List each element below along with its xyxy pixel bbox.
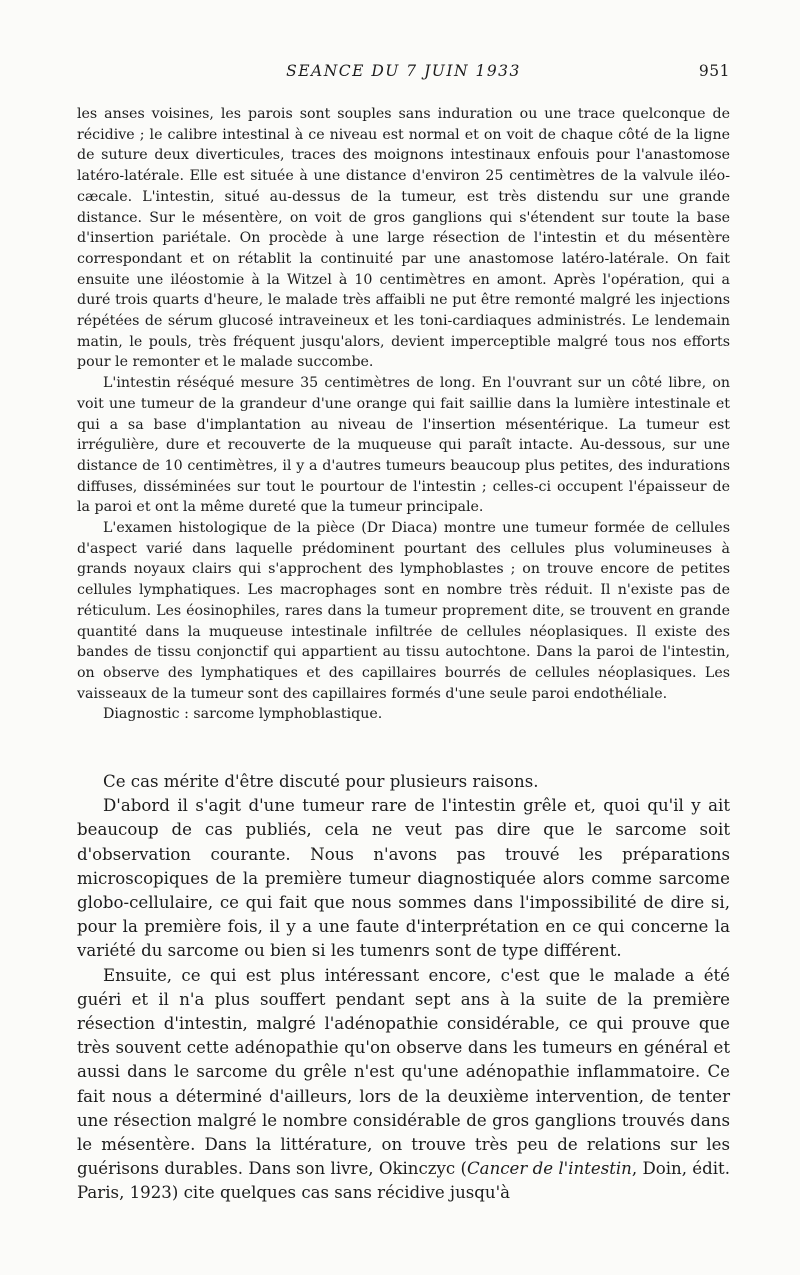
case-report-section [77, 104, 730, 725]
report-paragraph-histology: L'examen histologique de la pièce (Dr Diaca) montre une tumeur formée de cellules d'aspect varié dans laquelle prédominent pourtant des cellules plus volumineuses à grands noyaux clairs qui s'approchent des lymphoblastes ; on trouve encore de petites cellules lymphatiques. Les macrophages sont en nombre très réduit. Il n'existe pas de réticulum. Les éosinophiles, rares dans la tumeur proprement dite, se trouvent en grande quantité dans la muqueuse intestinale infiltrée de cellules néoplasiques. Il existe des bandes de tissu conjonctif qui appartient au tissu autochtone. Dans la paroi de l'intestin, on observe des lymphatiques et des capillaires bourrés de cellules néoplasiques. Les vaisseaux de la tumeur sont des capillaires formés d'une seule paroi endothéliale. [77, 520, 730, 702]
cited-book-title: Cancer de l'intestin [466, 1159, 632, 1179]
running-title: SEANCE DU 7 JUIN 1933 [286, 62, 521, 80]
page-header [77, 62, 730, 86]
outcome-text-end: , Doin, édit. Paris, 1923) cite quelques cas sans récidive jusqu'à [77, 1159, 730, 1203]
discussion-paragraph-rarity: D'abord il s'agit d'une tumeur rare de l'intestin grêle et, quoi qu'il y ait beaucoup de cas publiés, cela ne veut pas dire que le sarcome soit d'observation courante. Nous n'avons pas trouvé les préparations microscopiques de la première tumeur diagnostiquée alors comme sarcome globo-cellulaire, ce qui fait que nous sommes dans l'impossibilité de dire si, pour la première fois, il y a une faute d'interprétation en ce qui concerne la variété du sarcome ou bien si les tumenrs sont de type différent. [77, 796, 730, 961]
discussion-paragraph-outcome [77, 964, 730, 1206]
outcome-text: Ensuite, ce qui est plus intéressant encore, c'est que le malade a été guéri et il n'a plus souffert pendant sept ans à la suite de la première résection d'intestin, malgré l'adénopathie considérable, ce qui prouve que très souvent cette adénopathie qu'on observe dans les tumeurs en général et aussi dans le sarcome du grêle n'est qu'une adénopathie inflammatoire. Ce fait nous a déterminé d'ailleurs, lors de la deuxième intervention, de tenter une résection malgré le nombre considérable de gros ganglions trouvés dans le mésentère. Dans la littérature, on trouve très peu de relations sur les guérisons durables. Dans son livre, Okinczyc ( [77, 965, 730, 1179]
discussion-paragraph-intro: Ce cas mérite d'être discuté pour plusieurs raisons. [103, 772, 539, 791]
page-number: 951 [698, 62, 730, 80]
discussion-section [77, 770, 730, 1206]
report-paragraph-specimen: L'intestin réséqué mesure 35 centimètres de long. En l'ouvrant sur un côté libre, on voit une tumeur de la grandeur d'une orange qui fait saillie dans la lumière intestinale et qui a sa base d'implantation au niveau de l'insertion mésentérique. La tumeur est irrégulière, dure et recouverte de la muqueuse qui paraît intacte. Au-dessous, sur une distance de 10 centimètres, il y a d'autres tumeurs beaucoup plus petites, des indurations diffuses, disséminées sur tout le pourtour de l'intestin ; celles-ci occupent l'épaisseur de la paroi et ont la même dureté que la tumeur principale. [77, 375, 730, 516]
report-paragraph-diagnosis: Diagnostic : sarcome lymphoblastique. [103, 706, 383, 723]
report-paragraph-operation: les anses voisines, les parois sont souples sans induration ou une trace quelconque de récidive ; le calibre intestinal à ce niveau est normal et on voit de chaque côté de la ligne de suture deux diverticules, traces des moignons intestinaux enfouis pour l'anastomose latéro-latérale. Elle est située à une distance d'environ 25 centimètres de la valvule iléo-cæcale. L'intestin, situé au-dessus de la tumeur, est très distendu sur une grande distance. Sur le mésentère, on voit de gros ganglions qui s'étendent sur toute la base d'insertion pariétale. On procède à une large résection de l'intestin et du mésentère correspondant et on rétablit la continuité par une anastomose latéro-latérale. On fait ensuite une iléostomie à la Witzel à 10 centimètres en amont. Après l'opération, qui a duré trois quarts d'heure, le malade très affaibli ne put être remonté malgré les injections répétées de sérum glucosé intraveineux et les toni-cardiaques administrés. Le lendemain matin, le pouls, très fréquent jusqu'alors, devient imperceptible malgré tous nos efforts pour le remonter et le malade succombe. [77, 106, 730, 371]
